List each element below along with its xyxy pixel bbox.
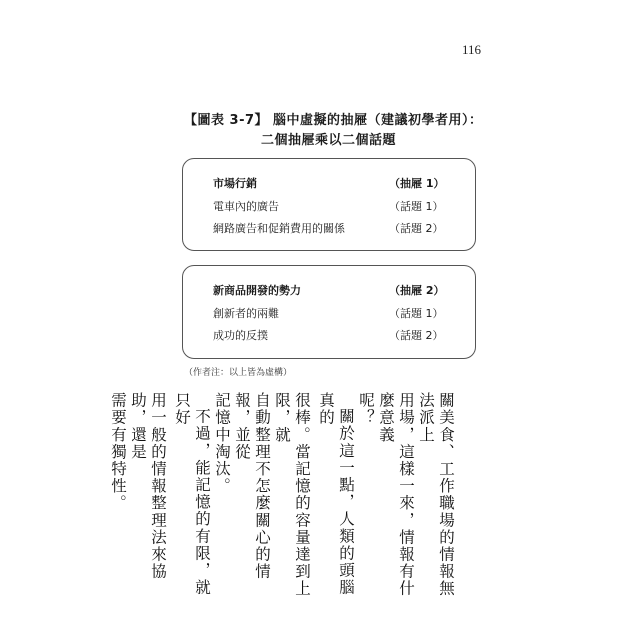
vertical-body-text: [108, 392, 456, 602]
topic-label: 成功的反撲: [213, 329, 268, 342]
body-column: 用一般的情報整理法來協助，還是: [129, 392, 167, 581]
topic-row: [213, 199, 455, 215]
figure-title-line-1: 【圖表 3-7】 腦中虛擬的抽屜（建議初學者用）：: [184, 113, 483, 128]
topic-label: 創新者的兩難: [213, 307, 279, 320]
topic-row: [213, 221, 455, 237]
body-column: 自動整理不怎麼關心的情報，並從: [233, 392, 271, 581]
author-note: （作者注：以上皆為虛構）: [184, 368, 293, 378]
topic-label: 網路廣告和促銷費用的關係: [213, 222, 345, 235]
topic-row: [213, 306, 455, 322]
drawer-box-2: [182, 265, 476, 359]
body-column: 關美食、工作職場的情報無法派上: [417, 392, 455, 598]
topic-label: 電車內的廣告: [213, 200, 279, 213]
page-number: 116: [462, 42, 482, 57]
body-column: 用場，這樣一來，情報有什麼意義: [377, 392, 415, 598]
topic-row: [213, 328, 455, 344]
body-column: 關於這一點，人類的頭腦真的: [317, 392, 355, 596]
drawer-tag: （抽屜 2）: [389, 284, 445, 297]
body-column: 需要有獨特性。: [109, 392, 127, 512]
figure-title-line-2: 二個抽屜乘以二個話題: [261, 133, 397, 148]
body-column: 記憶中淘汰。: [213, 392, 231, 495]
topic-tag: （話題 2）: [389, 222, 444, 235]
topic-tag: （話題 2）: [389, 329, 444, 342]
drawer-header: [213, 283, 455, 299]
body-column: 呢？: [357, 392, 375, 427]
drawer-header: [213, 176, 455, 192]
topic-tag: （話題 1）: [389, 200, 444, 213]
figure-title: [184, 111, 483, 151]
body-column: 不過，能記憶的有限，就只好: [173, 392, 211, 596]
drawer-title: 市場行銷: [213, 177, 257, 190]
topic-tag: （話題 1）: [389, 307, 444, 320]
drawer-title: 新商品開發的勢力: [213, 284, 301, 297]
drawer-box-1: [182, 158, 476, 251]
drawer-tag: （抽屜 1）: [389, 177, 445, 190]
body-column: 很棒。當記憶的容量達到上限，就: [273, 392, 311, 598]
